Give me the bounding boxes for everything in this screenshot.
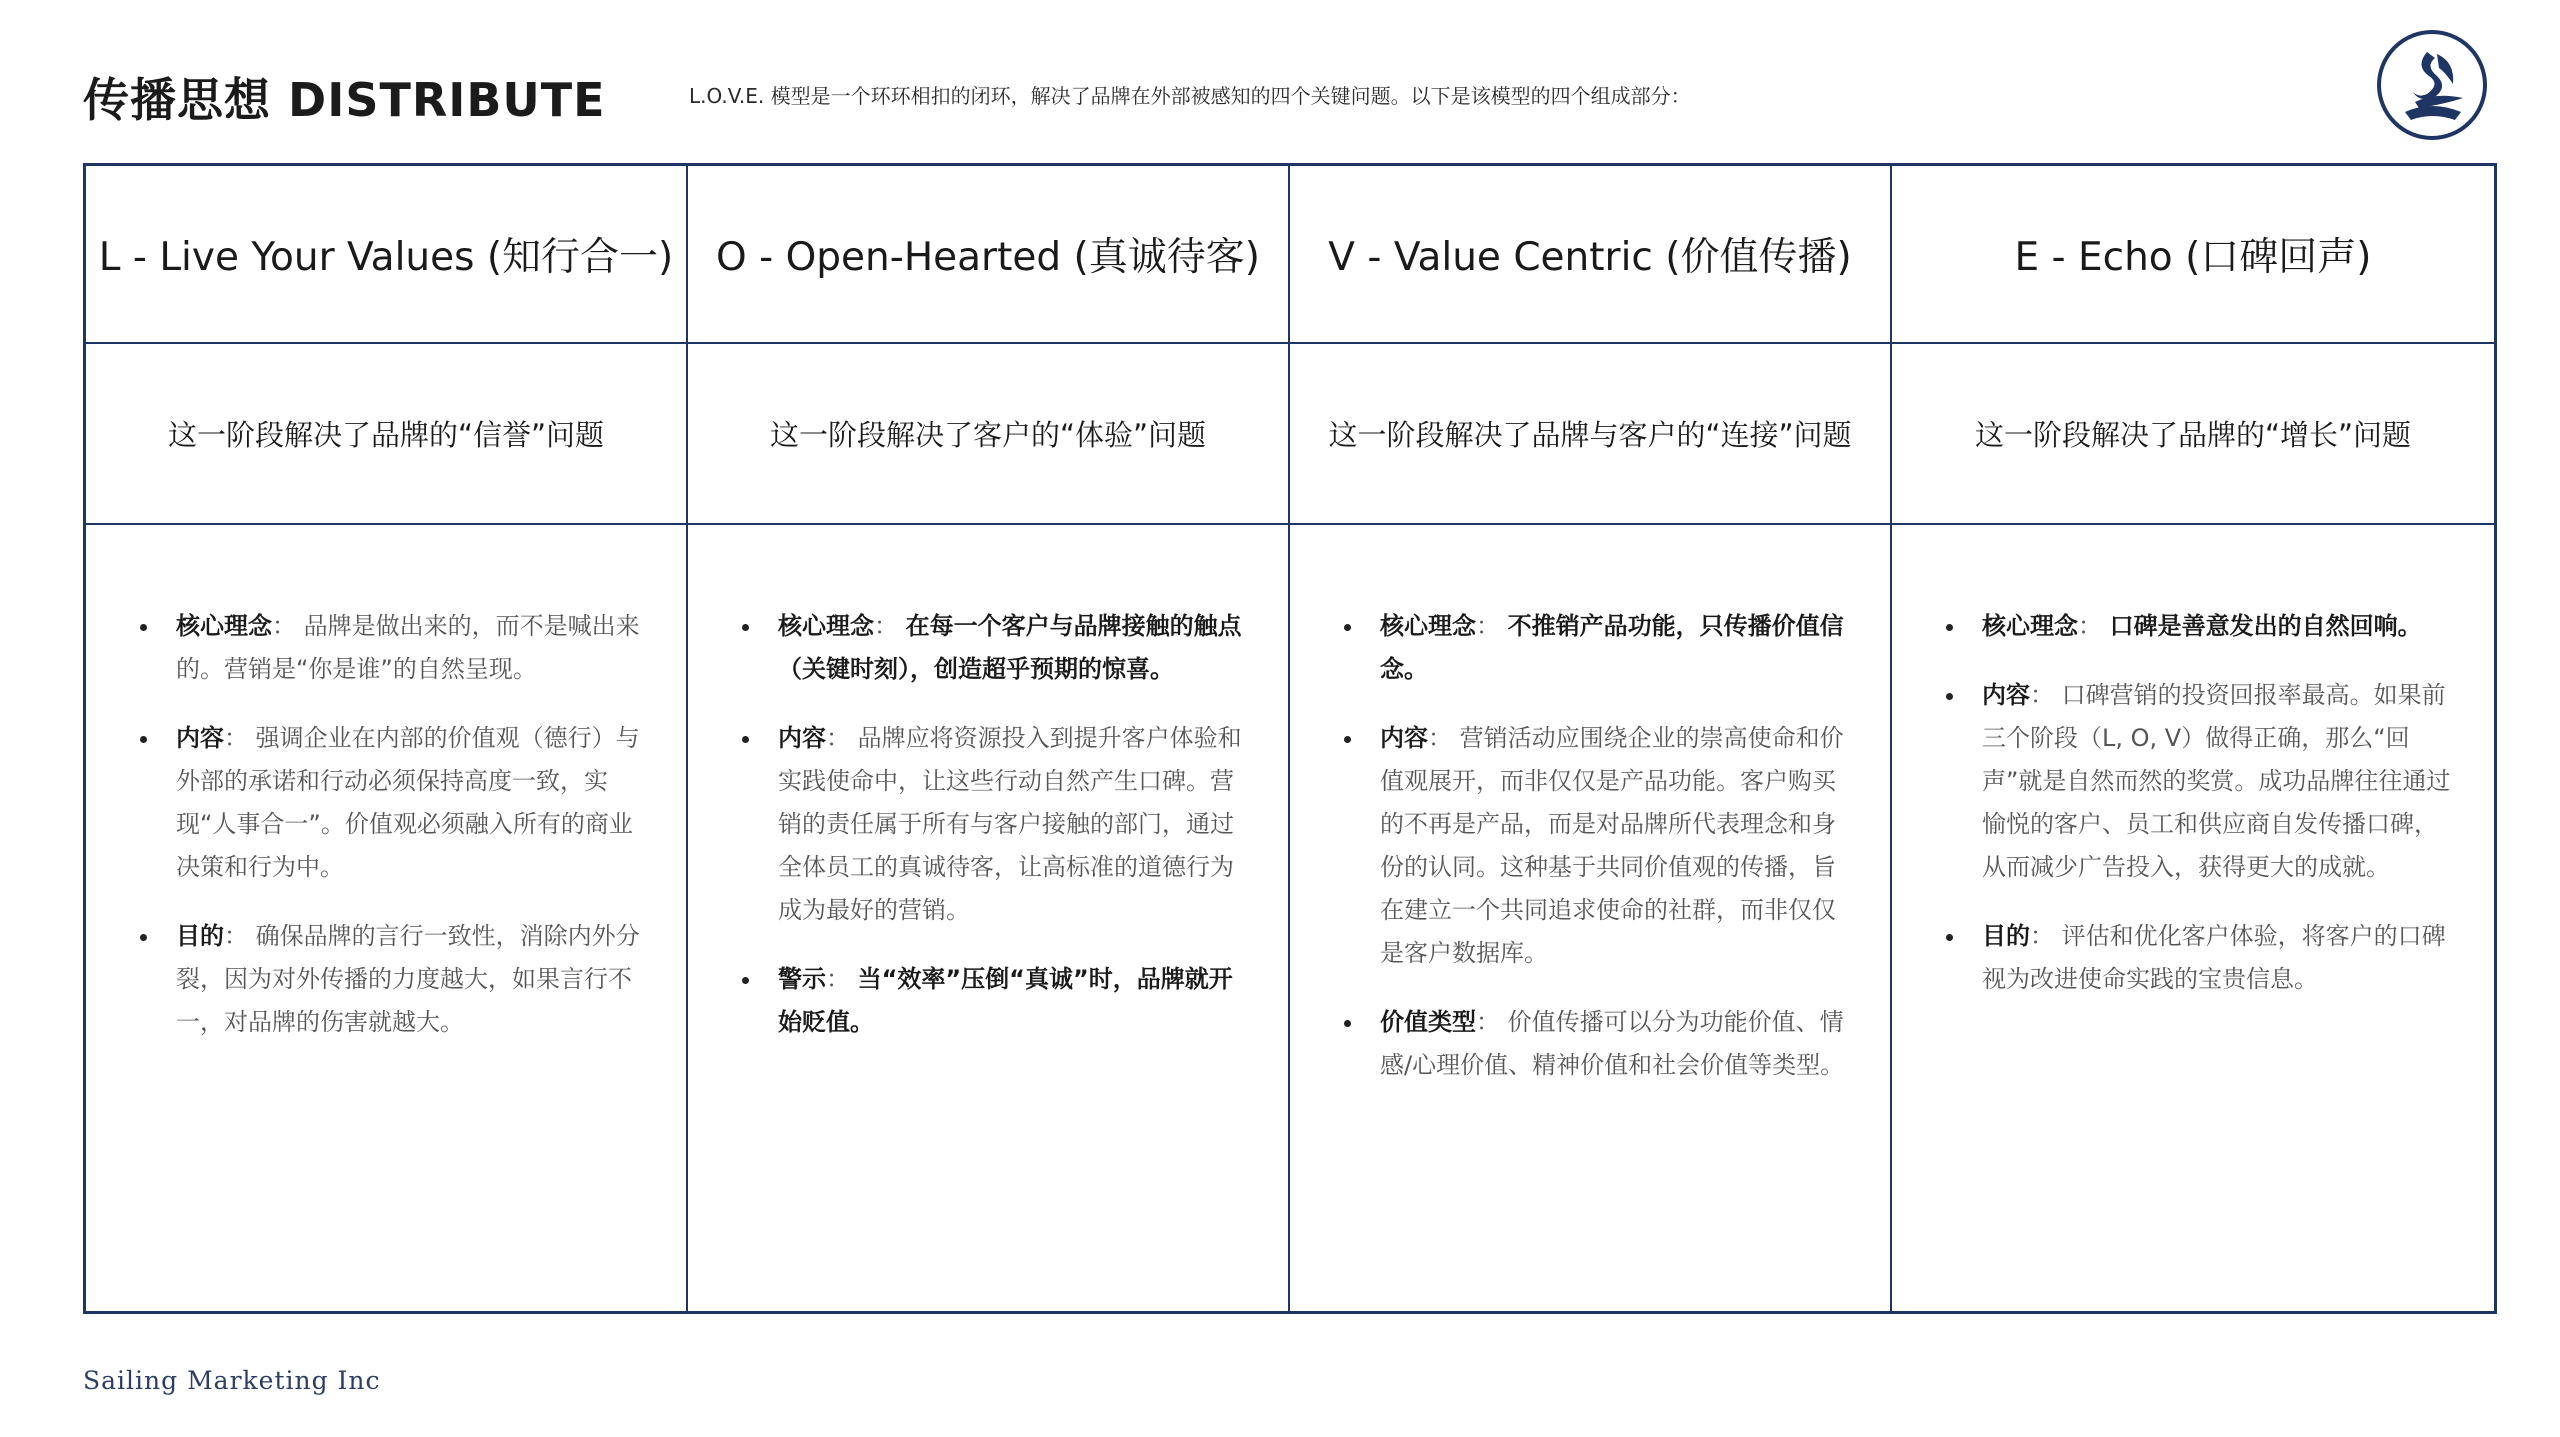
bullet-label: 目的 bbox=[1982, 922, 2030, 950]
footer-brand: Sailing Marketing Inc bbox=[83, 1366, 381, 1395]
bullet-label: 目的 bbox=[176, 922, 224, 950]
bullet-label: 价值类型 bbox=[1380, 1008, 1476, 1036]
column-subheading-l: 这一阶段解决了品牌的“信誉”问题 bbox=[86, 344, 688, 525]
bullet-label: 内容 bbox=[1380, 724, 1428, 752]
bullet-label: 核心理念 bbox=[1380, 612, 1476, 640]
bullet-text: 强调企业在内部的价值观（德行）与外部的承诺和行动必须保持高度一致，实现“人事合一”。价值观必须融入所有的商业决策和行为中。 bbox=[176, 724, 640, 881]
bullet-text: 评估和优化客户体验，将客户的口碑视为改进使命实践的宝贵信息。 bbox=[1982, 922, 2446, 993]
bullet-item bbox=[1338, 717, 1848, 975]
bullet-separator: ： bbox=[874, 612, 898, 640]
column-subheading-v: 这一阶段解决了品牌与客户的“连接”问题 bbox=[1290, 344, 1892, 525]
bullet-text: 营销活动应围绕企业的崇高使命和价值观展开，而非仅仅是产品功能。客户购买的不再是产品，而是对品牌所代表理念和身份的认同。这种基于共同价值观的传播，旨在建立一个共同追求使命的社群，而非仅仅是客户数据库。 bbox=[1380, 724, 1844, 967]
bullet-text: 口碑营销的投资回报率最高。如果前三个阶段（L, O, V）做得正确，那么“回声”就是自然而然的奖赏。成功品牌往往通过愉悦的客户、员工和供应商自发传播口碑，从而减少广告投入，获得更大的成就。 bbox=[1982, 681, 2451, 881]
bullet-item bbox=[1940, 605, 2452, 648]
bullet-item bbox=[736, 958, 1246, 1044]
bullet-text: 品牌是做出来的，而不是喊出来的。营销是“你是谁”的自然呈现。 bbox=[176, 612, 640, 683]
bullet-item bbox=[134, 915, 644, 1044]
bullet-label: 核心理念 bbox=[176, 612, 272, 640]
bullet-item bbox=[1940, 915, 2452, 1001]
bullet-text: 不推销产品功能，只传播价值信念。 bbox=[1380, 612, 1844, 683]
page-title: 传播思想 DISTRIBUTE bbox=[83, 73, 606, 127]
bullet-separator: ： bbox=[224, 922, 248, 950]
bullet-label: 内容 bbox=[176, 724, 224, 752]
column-heading-o: O - Open-Hearted (真诚待客) bbox=[688, 166, 1290, 344]
bullet-separator: ： bbox=[826, 965, 850, 993]
bullet-list bbox=[134, 605, 644, 1044]
bullet-text: 当“效率”压倒“真诚”时，品牌就开始贬值。 bbox=[778, 965, 1233, 1036]
bullet-label: 内容 bbox=[778, 724, 826, 752]
bullet-separator: ： bbox=[2078, 612, 2102, 640]
bullet-label: 警示 bbox=[778, 965, 826, 993]
column-body-v bbox=[1290, 525, 1892, 1311]
love-model-table bbox=[83, 163, 2497, 1314]
bullet-text: 口碑是善意发出的自然回响。 bbox=[2109, 612, 2422, 640]
column-body-e bbox=[1892, 525, 2494, 1311]
bullet-text: 在每一个客户与品牌接触的触点（关键时刻），创造超乎预期的惊喜。 bbox=[778, 612, 1242, 683]
bullet-separator: ： bbox=[224, 724, 248, 752]
bullet-label: 核心理念 bbox=[1982, 612, 2078, 640]
bullet-item bbox=[1338, 1001, 1848, 1087]
sailing-logo-icon bbox=[2375, 28, 2489, 142]
bullet-list bbox=[1338, 605, 1848, 1087]
bullet-item bbox=[134, 605, 644, 691]
intro-text: L.O.V.E. 模型是一个环环相扣的闭环，解决了品牌在外部被感知的四个关键问题。以下是该模型的四个组成部分： bbox=[689, 84, 1691, 108]
column-body-o bbox=[688, 525, 1290, 1311]
column-heading-e: E - Echo (口碑回声) bbox=[1892, 166, 2494, 344]
bullet-text: 价值传播可以分为功能价值、情感/心理价值、精神价值和社会价值等类型。 bbox=[1380, 1008, 1845, 1079]
bullet-list bbox=[736, 605, 1246, 1044]
bullet-text: 品牌应将资源投入到提升客户体验和实践使命中，让这些行动自然产生口碑。营销的责任属于所有与客户接触的部门，通过全体员工的真诚待客，让高标准的道德行为成为最好的营销。 bbox=[778, 724, 1242, 924]
bullet-text: 确保品牌的言行一致性，消除内外分裂，因为对外传播的力度越大，如果言行不一，对品牌的伤害就越大。 bbox=[176, 922, 640, 1036]
column-heading-l: L - Live Your Values (知行合一) bbox=[86, 166, 688, 344]
bullet-item bbox=[1940, 674, 2452, 889]
bullet-label: 内容 bbox=[1982, 681, 2030, 709]
bullet-separator: ： bbox=[1476, 612, 1500, 640]
column-subheading-e: 这一阶段解决了品牌的“增长”问题 bbox=[1892, 344, 2494, 525]
bullet-separator: ： bbox=[2030, 681, 2054, 709]
column-subheading-o: 这一阶段解决了客户的“体验”问题 bbox=[688, 344, 1290, 525]
bullet-separator: ： bbox=[1476, 1008, 1500, 1036]
bullet-label: 核心理念 bbox=[778, 612, 874, 640]
bullet-item bbox=[736, 717, 1246, 932]
bullet-item bbox=[1338, 605, 1848, 691]
bullet-list bbox=[1940, 605, 2452, 1001]
column-body-l bbox=[86, 525, 688, 1311]
bullet-item bbox=[736, 605, 1246, 691]
bullet-separator: ： bbox=[826, 724, 850, 752]
bullet-separator: ： bbox=[2030, 922, 2054, 950]
bullet-separator: ： bbox=[1428, 724, 1452, 752]
column-heading-v: V - Value Centric (价值传播) bbox=[1290, 166, 1892, 344]
bullet-separator: ： bbox=[272, 612, 296, 640]
bullet-item bbox=[134, 717, 644, 889]
